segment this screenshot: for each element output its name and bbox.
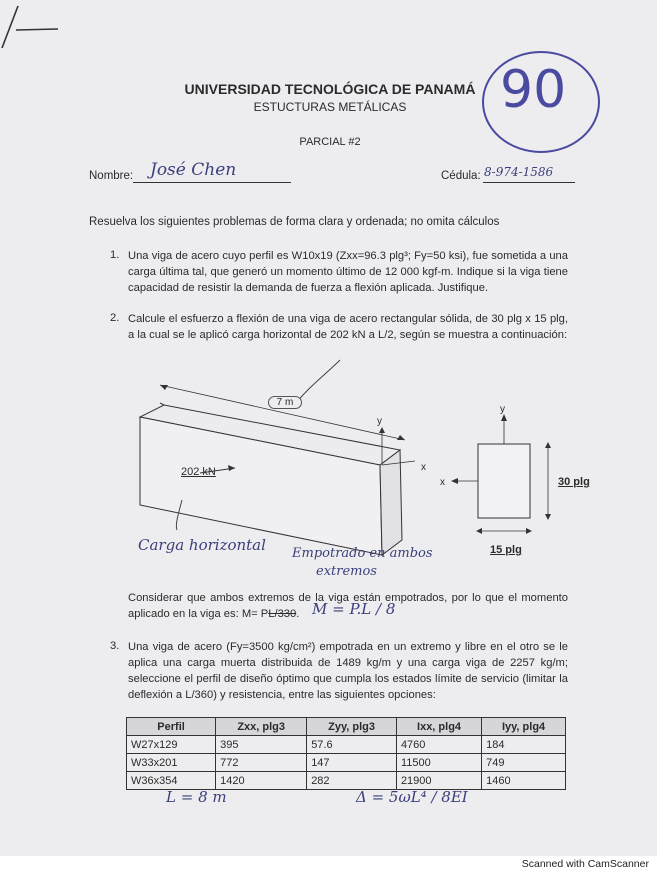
pen-mark-corner [0,0,70,50]
q2-consider-text: Considerar que ambos extremos de la viga están empotrados, por lo que el momento aplicado en la viga es: M= P [128,592,568,620]
table-cell: W33x201 [127,754,216,772]
section-x-label: x [440,477,445,488]
table-cell: 184 [482,736,566,754]
table-row [127,736,566,754]
dim-arrow-left [160,385,168,390]
note-horizontal-load: Carga horizontal [138,536,266,554]
note-fixed-line1: Empotrado en ambos [292,546,433,561]
col-perfil: Perfil [127,718,216,736]
name-line [133,182,291,183]
col-zxx: Zxx, plg3 [216,718,307,736]
q2-text: Calcule el esfuerzo a flexión de una viga de acero rectangular sólida, de 30 plg x 15 plg, a la cual se le aplicó carga horizontal de 202 kN a L/2, según se muestra a continuación: [128,313,568,341]
pen-arrow [295,360,340,405]
course-title: ESTUCTURAS METÁLICAS [253,100,407,114]
exam-title: PARCIAL #2 [299,136,361,148]
col-zyy: Zyy, plg3 [307,718,397,736]
beam-y-label: y [377,416,382,427]
table-header-row [127,718,566,736]
university-title: UNIVERSIDAD TECNOLÓGICA DE PANAMÁ [184,81,476,97]
beam-x-label: x [421,462,426,473]
profiles-table [126,717,566,790]
height-label: 30 plg [558,476,590,488]
table-cell: 772 [216,754,307,772]
dim-arrow-right [397,435,405,440]
table-cell: 1420 [216,772,307,790]
scanner-footer [0,856,657,872]
load-label: 202 kN [181,466,216,478]
q3-text: Una viga de acero (Fy=3500 kg/cm²) empotrada en un extremo y libre en el otro se le aplica una carga muerta distribuida de 1489 kg/m y una carga viga de 2257 kg/m; seleccione el perfil de diseño óptimo que cumpla los estados límite de servicio (limitar la deflexión a L/360) y resistencia, entre las siguientes opciones: [128,641,568,701]
table-cell: 147 [307,754,397,772]
cross-section [478,444,530,518]
deflection-handwritten: Δ = 5ωL⁴ / 8EI [356,788,468,806]
id-handwritten: 8-974-1586 [484,165,554,179]
table-cell: 1460 [482,772,566,790]
table-row [127,772,566,790]
q1-number: 1. [110,249,120,261]
table-cell: 395 [216,736,307,754]
length-label: 7 m [268,396,302,409]
moment-formula-handwritten: M = P.L / 8 [312,600,396,618]
table-cell: 21900 [396,772,481,790]
table-cell: 282 [307,772,397,790]
note-fixed-line2: extremos [316,564,377,579]
length-handwritten: L = 8 m [166,788,227,806]
table-cell: 749 [482,754,566,772]
table-cell: W36x354 [127,772,216,790]
scanner-watermark: Scanned with CamScanner [521,858,649,870]
grade-value: 90 [500,60,567,120]
id-line [483,182,575,183]
beam-drawing [140,403,402,555]
table-cell: 4760 [396,736,481,754]
instructions: Resuelva los siguientes problemas de forma clara y ordenada; no omita cálculos [89,216,500,228]
q3-number: 3. [110,640,120,652]
table-cell: W27x129 [127,736,216,754]
name-label: Nombre: [89,170,134,182]
table-cell: 57.6 [307,736,397,754]
id-label: Cédula: [441,170,481,182]
q1-text: Una viga de acero cuyo perfil es W10x19 (Zxx=96.3 plg³; Fy=50 ksi), fue sometida a una carga última tal, que generó un momento último de 12 000 kgf-m. Indique si la viga tiene capacidad de resistir la demanda de fuerza a flexión aplicada. Justifique. [128,250,568,294]
q2-consider: Considerar que ambos extremos de la viga están empotrados, por lo que el momento aplicado en la viga es: M= PL/330. [128,592,568,620]
name-handwritten: José Chen [150,160,237,180]
col-iyy: Iyy, plg4 [482,718,566,736]
q2-number: 2. [110,312,120,324]
width-label: 15 plg [490,544,522,556]
section-y-label: y [500,404,505,415]
col-ixx: Ixx, plg4 [396,718,481,736]
q2-struck-text: L/330 [268,608,297,620]
table-cell: 11500 [396,754,481,772]
table-row [127,754,566,772]
